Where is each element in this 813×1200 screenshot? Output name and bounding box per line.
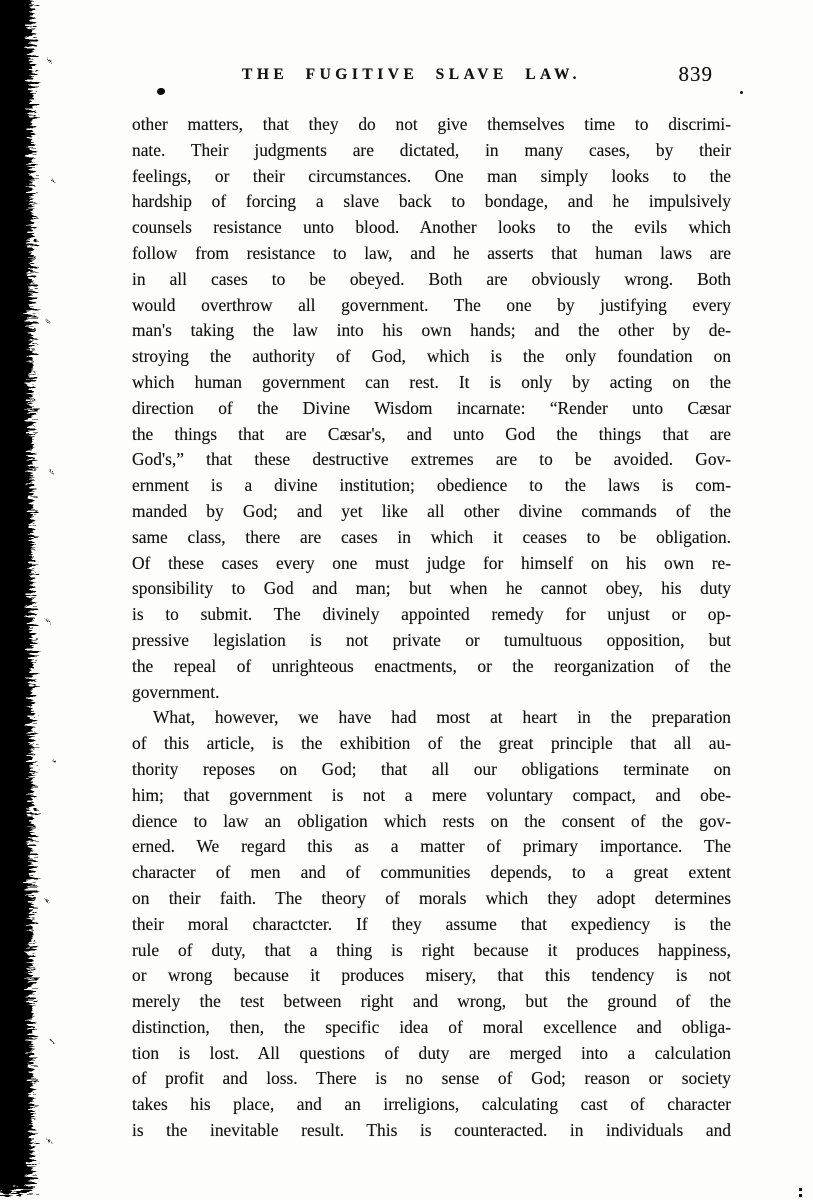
text-line: other matters, that they do not give themselves time to discrimi- [132,114,731,134]
text-line: is the inevitable result. This is counteracted. in individuals and [132,1120,731,1141]
text-line: follow from resistance to law, and he asserts that human laws are [132,242,731,263]
text-line: stroying the authority of God, which is the only foundation on [132,346,731,367]
running-title: THE FUGITIVE SLAVE LAW. [242,66,581,83]
text-line: character of men and of communities depends, to a great extent [132,862,731,883]
text-line: ernment is a divine institution; obedience to the laws is com- [132,475,731,496]
text-line: the things that are Cæsar's, and unto God the things that are [132,423,731,444]
ink-dot-artifact [157,88,165,95]
text-line: feelings, or their circumstances. One man simply looks to the [132,165,731,186]
text-line: distinction, then, the specific idea of moral excellence and obliga- [132,1016,731,1037]
scan-edge-artifact [0,0,90,1200]
text-line: would overthrow all government. The one by justifying every [132,294,731,315]
text-line: of profit and loss. There is no sense of God; reason or society [132,1068,731,1089]
text-line: same class, there are cases in which it ceases to be obligation. [132,526,731,547]
text-line: Of these cases every one must judge for himself on his own re- [132,552,731,573]
text-line: takes his place, and an irreligions, calculating cast of character [132,1094,731,1115]
text-line: erned. We regard this as a matter of primary importance. The [132,836,731,857]
page-number: 839 [678,62,713,86]
text-line: is to submit. The divinely appointed remedy for unjust or op- [132,604,731,625]
text-line: man's taking the law into his own hands; and the other by de- [132,320,731,341]
page-body [132,112,731,1144]
text-line: or wrong because it produces misery, that this tendency is not [132,965,731,986]
text-line: rule of duty, that a thing is right because it produces happiness, [132,939,731,960]
text-line: What, however, we have had most at heart in the preparation [153,707,731,728]
scan-speck-artifact [799,1188,802,1191]
text-line: hardship of forcing a slave back to bondage, and he impulsively [132,191,731,212]
text-line: tion is lost. All questions of duty are merged into a calculation [132,1042,731,1063]
text-line: him; that government is not a mere voluntary compact, and obe- [132,784,731,805]
text-line: on their faith. The theory of morals which they adopt determines [132,887,731,908]
text-line: the repeal of unrighteous enactments, or the reorganization of the [132,655,731,676]
text-line: their moral charactcter. If they assume that expediency is the [132,913,731,934]
text-line: God's,” that these destructive extremes are to be avoided. Gov- [132,449,731,470]
scan-speck-artifact [740,91,743,94]
text-line: merely the test between right and wrong, but the ground of the [132,991,731,1012]
text-line: government. [132,681,220,702]
text-line: manded by God; and yet like all other divine commands of the [132,500,731,521]
text-line: nate. Their judgments are dictated, in many cases, by their [132,139,731,160]
text-line: in all cases to be obeyed. Both are obviously wrong. Both [132,268,731,289]
scan-speck-artifact [799,1194,802,1197]
text-line: sponsibility to God and man; but when he cannot obey, his duty [132,578,731,599]
text-line: pressive legislation is not private or tumultuous opposition, but [132,629,731,650]
text-line: counsels resistance unto blood. Another looks to the evils which [132,217,731,238]
text-line: dience to law an obligation which rests on the consent of the gov- [132,810,731,831]
text-line: direction of the Divine Wisdom incarnate: “Render unto Cæsar [132,397,731,418]
text-line: of this article, is the exhibition of the great principle that all au- [132,733,731,754]
text-line: thority reposes on God; that all our obligations terminate on [132,758,731,779]
text-line: which human government can rest. It is only by acting on the [132,371,731,392]
